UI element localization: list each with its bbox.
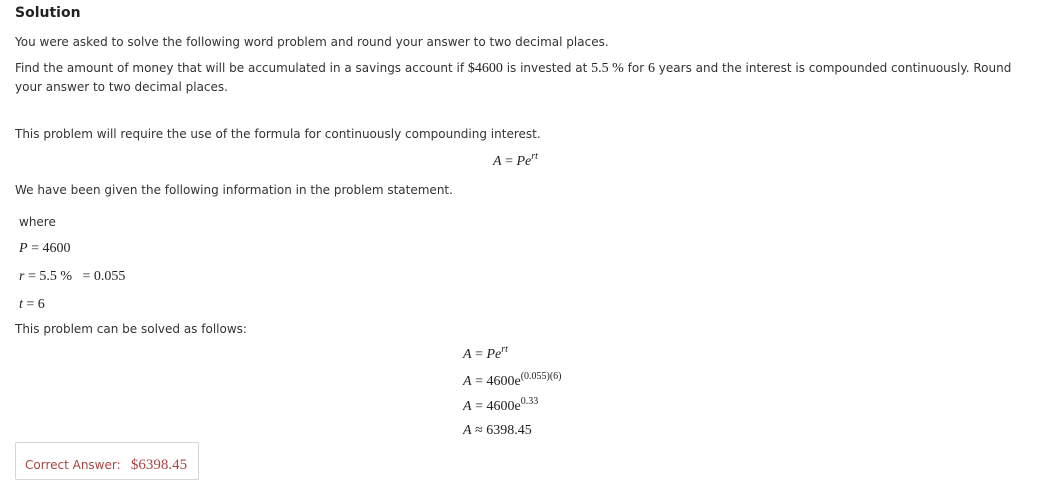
val-P: = 4600 bbox=[27, 241, 71, 256]
rate-value: 5.5 % bbox=[591, 61, 624, 76]
correct-answer-box bbox=[15, 442, 199, 480]
step-base: 6398.45 bbox=[486, 423, 532, 438]
problem-text-1: Find the amount of money that will be accumulated in a savings account if bbox=[15, 61, 468, 75]
formula bbox=[493, 151, 538, 170]
step-rel: = bbox=[471, 374, 487, 389]
given-t bbox=[19, 297, 45, 313]
step-lhs: A bbox=[463, 347, 472, 362]
formula-base: Pe bbox=[516, 154, 532, 169]
var-r: r bbox=[19, 269, 25, 284]
step-base: Pe bbox=[486, 347, 502, 362]
step-exponent: (0.055)(6) bbox=[520, 371, 562, 382]
correct-answer bbox=[25, 454, 187, 474]
step-3 bbox=[463, 396, 539, 415]
solve-intro: This problem can be solved as follows: bbox=[15, 322, 247, 336]
intro-text: You were asked to solve the following word problem and round your answer to two decimal places. bbox=[15, 35, 609, 49]
given-intro: We have been given the following information in the problem statement. bbox=[15, 183, 453, 197]
step-rel: ≈ bbox=[471, 423, 487, 438]
val-t: = 6 bbox=[22, 297, 45, 312]
given-P bbox=[19, 241, 70, 257]
step-base: 4600e bbox=[486, 399, 521, 414]
problem-statement bbox=[15, 61, 1011, 77]
problem-text-3: for bbox=[623, 61, 648, 75]
formula-eq: = bbox=[501, 154, 517, 169]
years-value: 6 bbox=[647, 61, 655, 76]
step-exponent: rt bbox=[501, 344, 508, 355]
where-label: where bbox=[19, 215, 56, 229]
step-base: 4600e bbox=[486, 374, 521, 389]
step-lhs: A bbox=[463, 399, 472, 414]
formula-intro: This problem will require the use of the formula for continuously compounding interest. bbox=[15, 127, 541, 141]
step-1 bbox=[463, 344, 508, 363]
step-lhs: A bbox=[463, 423, 472, 438]
problem-text-2: is invested at bbox=[502, 61, 592, 75]
var-P: P bbox=[19, 241, 28, 256]
step-lhs: A bbox=[463, 374, 472, 389]
correct-answer-label: Correct Answer: bbox=[25, 458, 121, 472]
formula-exponent: rt bbox=[531, 151, 538, 162]
principal-value: $4600 bbox=[467, 61, 503, 76]
var-t: t bbox=[19, 297, 23, 312]
step-rel: = bbox=[471, 399, 487, 414]
step-4 bbox=[463, 423, 532, 439]
val-r: = 5.5 % bbox=[24, 269, 73, 284]
step-2 bbox=[463, 371, 562, 390]
problem-statement-line2: your answer to two decimal places. bbox=[15, 80, 228, 94]
problem-text-4: years and the interest is compounded continuously. Round bbox=[654, 61, 1012, 75]
step-rel: = bbox=[471, 347, 487, 362]
val-r-decimal: = 0.055 bbox=[82, 269, 126, 284]
correct-answer-value: $6398.45 bbox=[130, 457, 188, 473]
given-r bbox=[19, 269, 125, 285]
step-exponent: 0.33 bbox=[520, 396, 539, 407]
formula-lhs: A bbox=[493, 154, 502, 169]
solution-heading: Solution bbox=[15, 5, 81, 21]
